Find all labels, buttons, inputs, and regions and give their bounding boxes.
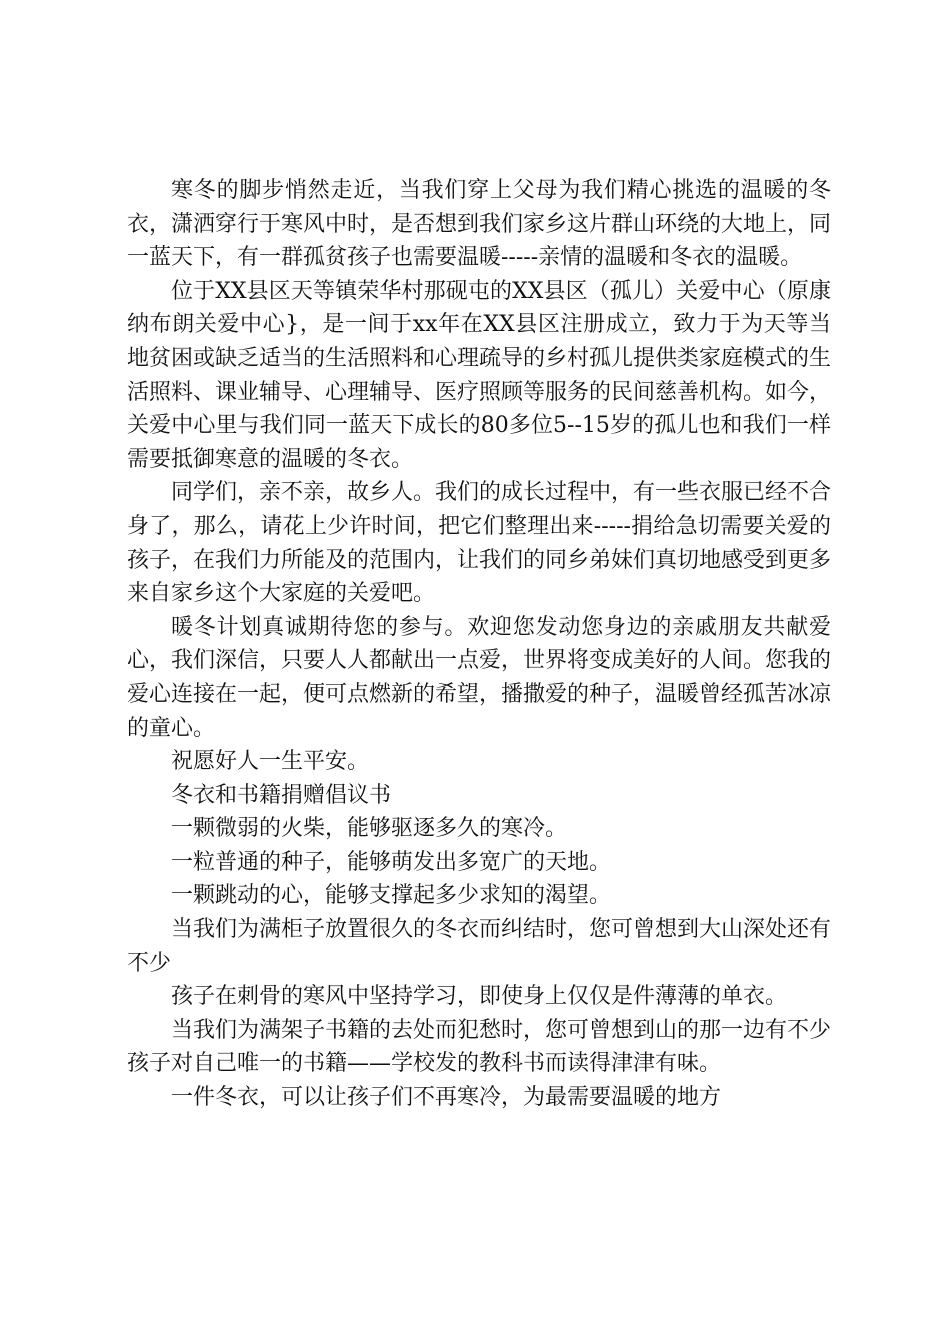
paragraph-match: 一颗微弱的火柴，能够驱逐多久的寒冷。: [171, 816, 568, 842]
paragraph-children-cold: 孩子在刺骨的寒风中坚持学习，即使身上仅仅是件薄薄的单衣。: [171, 984, 788, 1010]
document-body: [127, 174, 831, 1115]
paragraph-one-coat: 一件冬衣，可以让孩子们不再寒冷，为最需要温暖的地方: [171, 1085, 722, 1111]
paragraph-seed: 一粒普通的种子，能够萌发出多宽广的天地。: [171, 849, 612, 875]
paragraph-winter-intro: 寒冬的脚步悄然走近，当我们穿上父母为我们精心挑选的温暖的冬衣，潇洒穿行于寒风中时，是否想到我们家乡这片群山环绕的大地上，同一蓝天下，有一群孤贫孩子也需要温暖-----亲情的温暖和冬衣的温暖。: [127, 178, 832, 271]
paragraph-books: 当我们为满架子书籍的去处而犯愁时，您可曾想到山的那一边有不少孩子对自己唯一的书籍——学校发的教科书而读得津津有味。: [127, 1017, 832, 1077]
paragraph-heart: 一颗跳动的心，能够支撑起多少求知的渴望。: [171, 883, 612, 909]
paragraph-blessing: 祝愿好人一生平安。: [171, 749, 370, 775]
paragraph-classmates-appeal: 同学们，亲不亲，故乡人。我们的成长过程中，有一些衣服已经不合身了，那么，请花上少许时间，把它们整理出来-----捐给急切需要关爱的孩子，在我们力所能及的范围内，让我们的同乡弟妹们真切地感受到更多来自家乡这个大家庭的关爱吧。: [127, 480, 832, 607]
paragraph-care-center: 位于XX县区天等镇荣华村那砚屯的XX县区（孤儿）关爱中心（原康纳布朗关爱中心}，是一间于xx年在XX县区注册成立，致力于为天等当地贫困或缺乏适当的生活照料和心理疏导的乡村孤儿提供类家庭模式的生活照料、课业辅导、心理辅导、医疗照顾等服务的民间慈善机构。如今，关爱中心里与我们同一蓝天下成长的80多位5--15岁的孤儿也和我们一样需要抵御寒意的温暖的冬衣。: [127, 278, 832, 472]
paragraph-warm-winter-plan: 暖冬计划真诚期待您的参与。欢迎您发动您身边的亲戚朋友共献爱心，我们深信，只要人人都献出一点爱，世界将变成美好的人间。您我的爱心连接在一起，便可点燃新的希望，播撒爱的种子，温暖曾经孤苦冰凉的童心。: [127, 614, 832, 741]
paragraph-winter-clothes: 当我们为满柜子放置很久的冬衣而纠结时，您可曾想到大山深处还有不少: [127, 917, 832, 976]
section-title-donation-proposal: 冬衣和书籍捐赠倡议书: [171, 782, 392, 808]
